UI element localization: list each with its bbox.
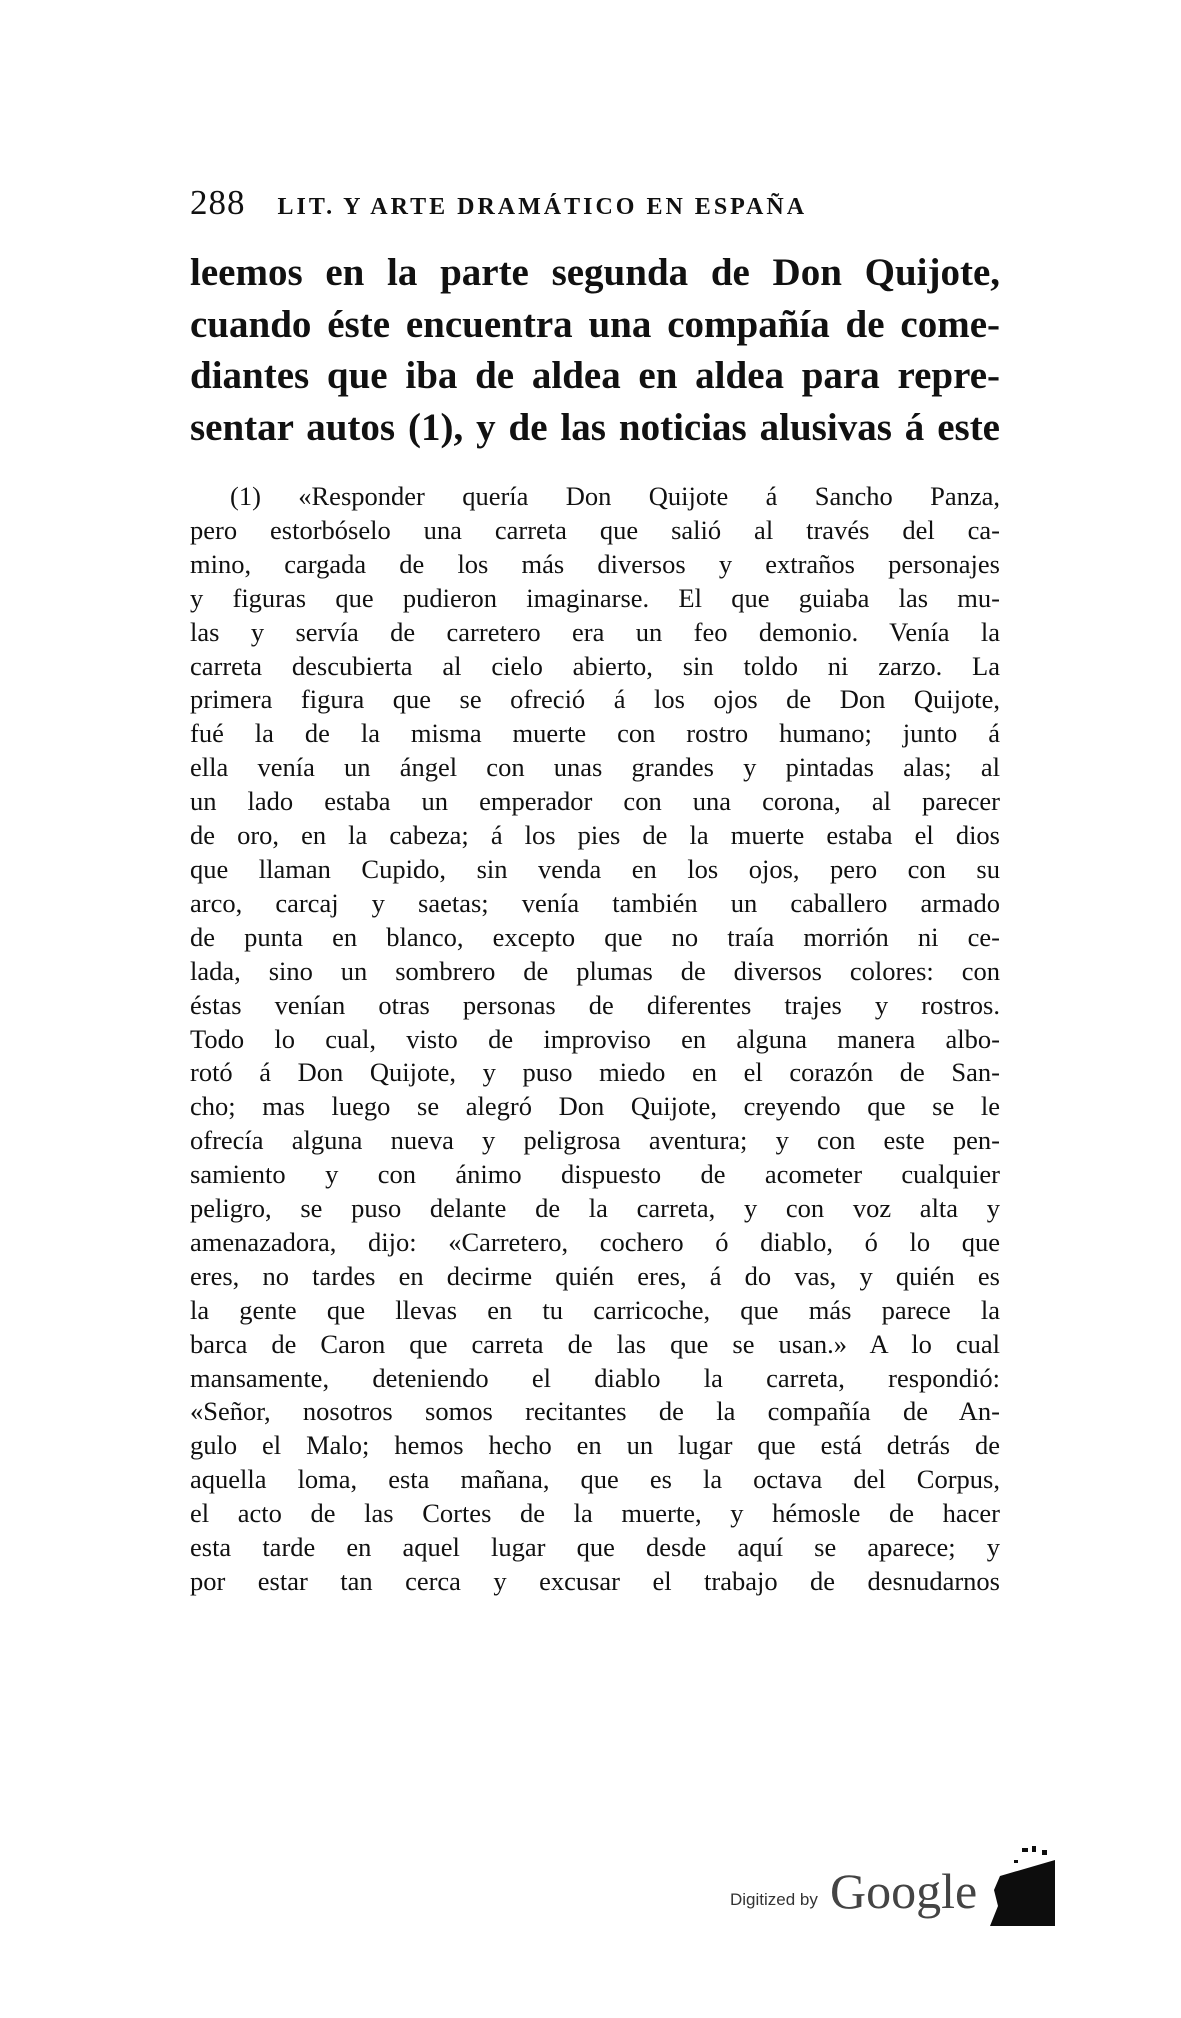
footnote-line: mino, cargada de los más diversos y extraños personajes bbox=[190, 548, 1000, 579]
footnote-line: que llaman Cupido, sin venda en los ojos, pero con su bbox=[190, 853, 1000, 884]
watermark-logo-word: Google bbox=[830, 1863, 978, 1919]
footnote-line: aquella loma, esta mañana, que es la octava del Corpus, bbox=[190, 1464, 1000, 1495]
footnote-line: fué la de la misma muerte con rostro humano; junto á bbox=[190, 718, 1000, 749]
footnote-line: peligro, se puso delante de la carreta, y con voz alta y bbox=[190, 1193, 1000, 1224]
footnote-line: esta tarde en aquel lugar que desde aquí se aparece; y bbox=[190, 1532, 1000, 1563]
footnote-line: gulo el Malo; hemos hecho en un lugar que está detrás de bbox=[190, 1430, 1000, 1461]
footnote-line: samiento y con ánimo dispuesto de acometer cualquier bbox=[190, 1159, 1000, 1190]
main-text-block bbox=[190, 247, 1000, 453]
footnote-line: éstas venían otras personas de diferentes trajes y rostros. bbox=[190, 989, 1000, 1020]
footnote-line: por estar tan cerca y excusar el trabajo de desnudarnos bbox=[190, 1566, 1000, 1596]
footnote-line: rotó á Don Quijote, y puso miedo en el corazón de San- bbox=[190, 1057, 1000, 1088]
digitized-by-google-watermark bbox=[730, 1860, 1060, 1930]
footnote-line: el acto de las Cortes de la muerte, y hémosle de hacer bbox=[190, 1498, 1000, 1529]
running-head: LIT. Y ARTE DRAMÁTICO EN ESPAÑA bbox=[277, 194, 808, 220]
footnote-line: la gente que llevas en tu carricoche, que más parece la bbox=[190, 1294, 1000, 1325]
footnote-line: ofrecía alguna nueva y peligrosa aventura; y con este pen- bbox=[190, 1125, 1000, 1156]
footnote-line: Todo lo cual, visto de improviso en alguna manera albo- bbox=[190, 1023, 1000, 1054]
footnote-line: y figuras que pudieron imaginarse. El que guiaba las mu- bbox=[190, 582, 1000, 613]
footnote-line: un lado estaba un emperador con una corona, al parecer bbox=[190, 786, 1000, 817]
footnote-line: amenazadora, dijo: «Carretero, cochero ó diablo, ó lo que bbox=[190, 1226, 1000, 1257]
watermark-prefix: Digitized by bbox=[730, 1890, 818, 1909]
footnote-line: de oro, en la cabeza; á los pies de la muerte estaba el dios bbox=[190, 820, 1000, 851]
footnote-line: de punta en blanco, excepto que no traía morrión ni ce- bbox=[190, 921, 1000, 952]
footnote-line: arco, carcaj y saetas; venía también un caballero armado bbox=[190, 887, 1000, 918]
footnote-line: mansamente, deteniendo el diablo la carreta, respondió: bbox=[190, 1362, 1000, 1393]
footnote-line: primera figura que se ofreció á los ojos de Don Quijote, bbox=[190, 684, 1000, 715]
footnote-line: las y servía de carretero era un feo demonio. Venía la bbox=[190, 616, 1000, 647]
main-text-line: leemos en la parte segunda de Don Quijote, bbox=[190, 251, 1000, 294]
page-number: 288 bbox=[190, 183, 246, 222]
footnote-line: cho; mas luego se alegró Don Quijote, creyendo que se le bbox=[190, 1091, 1000, 1122]
footnote-line: (1) «Responder quería Don Quijote á Sancho Panza, bbox=[230, 481, 1000, 511]
page-corner-scan-artifact bbox=[970, 1846, 1055, 1926]
footnote-line: «Señor, nosotros somos recitantes de la compañía de An- bbox=[190, 1396, 1000, 1427]
page-header bbox=[190, 183, 1010, 227]
footnote-line: barca de Caron que carreta de las que se usan.» A lo cual bbox=[190, 1328, 1000, 1359]
footnote-line: ella venía un ángel con unas grandes y pintadas alas; al bbox=[190, 752, 1000, 783]
main-text-line: sentar autos (1), y de las noticias alusivas á este bbox=[190, 405, 1000, 449]
main-text-line: diantes que iba de aldea en aldea para repre- bbox=[190, 354, 1000, 397]
footnote-line: eres, no tardes en decirme quién eres, á do vas, y quién es bbox=[190, 1260, 1000, 1291]
footnote-block bbox=[190, 480, 1000, 1599]
footnote-line: lada, sino un sombrero de plumas de diversos colores: con bbox=[190, 955, 1000, 986]
footnote-line: pero estorbóselo una carreta que salió al través del ca- bbox=[190, 514, 1000, 545]
main-text-line: cuando éste encuentra una compañía de come- bbox=[190, 302, 1000, 346]
footnote-line: carreta descubierta al cielo abierto, sin toldo ni zarzo. La bbox=[190, 650, 1000, 681]
